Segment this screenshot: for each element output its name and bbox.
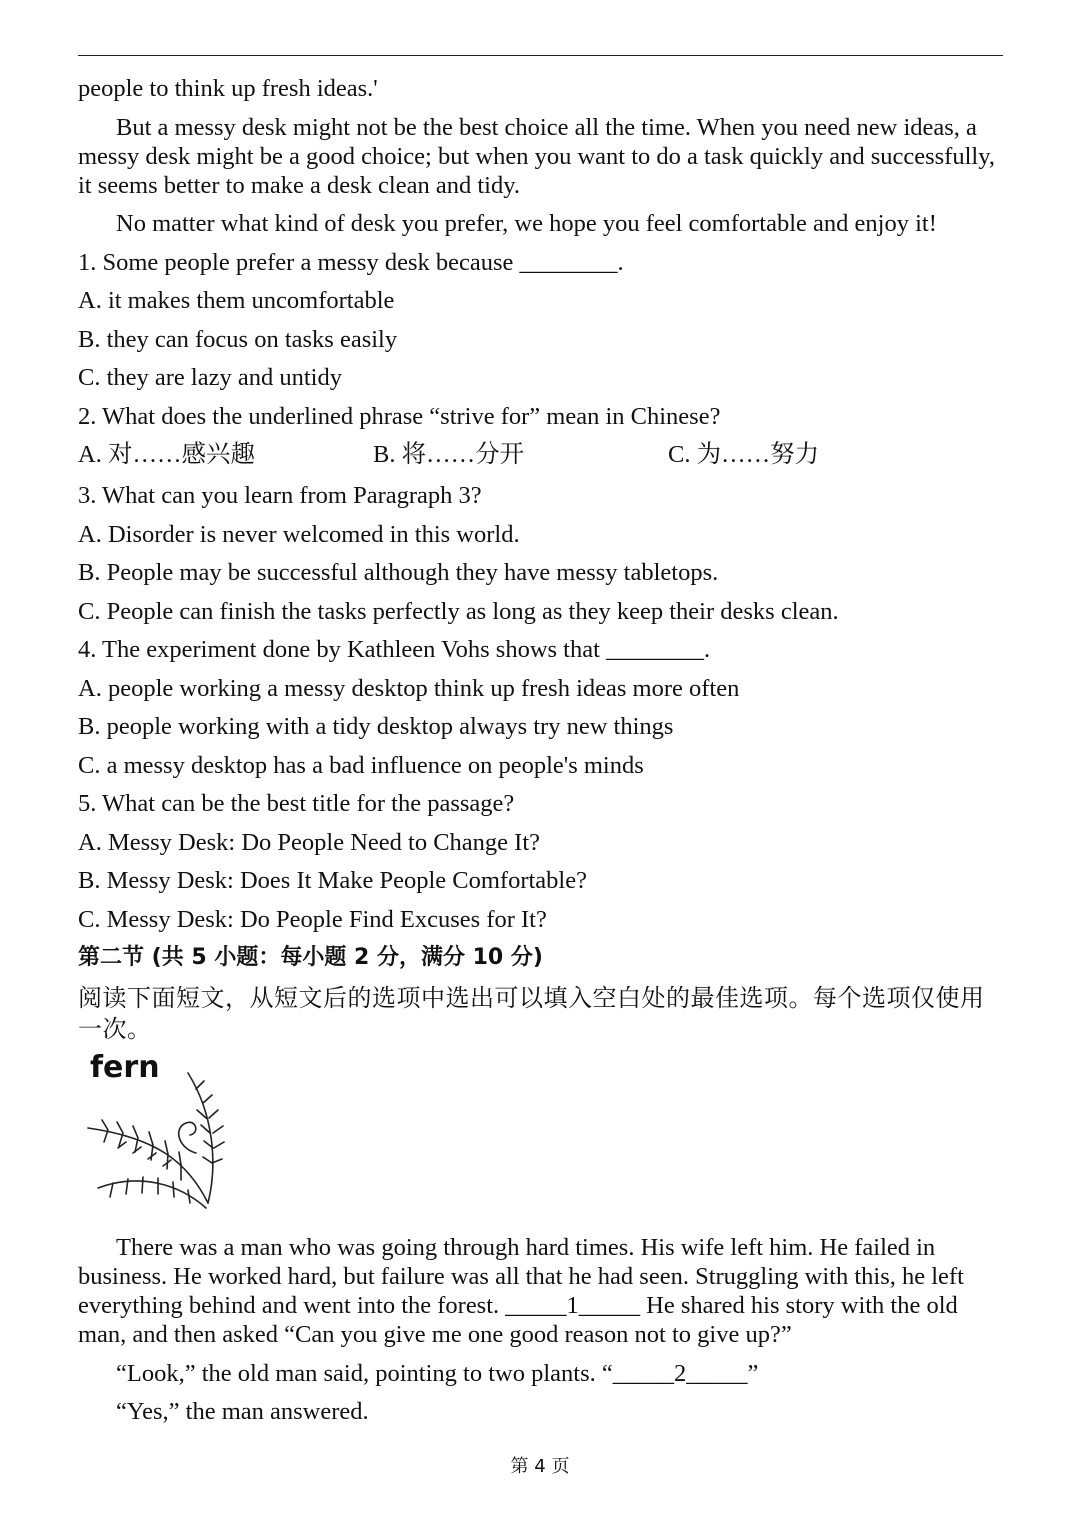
header-rule <box>78 55 1003 56</box>
question-option: A. Messy Desk: Do People Need to Change It? <box>78 828 541 856</box>
passage-line: people to think up fresh ideas.' <box>78 75 378 102</box>
fern-illustration <box>78 1050 228 1213</box>
question-stem: 5. What can be the best title for the passage? <box>78 790 515 817</box>
question-stem: 2. What does the underlined phrase “strive for” mean in Chinese? <box>78 402 721 430</box>
page-content <box>78 74 1003 1436</box>
question-options-row <box>78 440 1003 469</box>
question-option: B. Messy Desk: Does It Make People Comfortable? <box>78 867 587 894</box>
question-option: A. Disorder is never welcomed in this world. <box>78 520 520 548</box>
question-option: C. a messy desktop has a bad influence on people's minds <box>78 751 644 779</box>
question-option: A. it makes them uncomfortable <box>78 287 395 314</box>
figure-label: fern <box>90 1050 160 1085</box>
passage-paragraph: No matter what kind of desk you prefer, we hope you feel comfortable and enjoy it! <box>116 210 937 237</box>
page-number: 第 4 页 <box>510 1456 570 1477</box>
question-option: C. Messy Desk: Do People Find Excuses for It? <box>78 905 547 933</box>
question-stem: 4. The experiment done by Kathleen Vohs shows that ________. <box>78 636 711 663</box>
question-stem: 3. What can you learn from Paragraph 3? <box>78 482 482 509</box>
section-instructions: 阅读下面短文，从短文后的选项中选出可以填入空白处的最佳选项。每个选项仅使用一次。 <box>78 984 985 1043</box>
passage-paragraph: “Yes,” the man answered. <box>116 1398 369 1425</box>
question-option: C. 为……努力 <box>668 441 820 468</box>
passage-paragraph: But a messy desk might not be the best choice all the time. When you need new ideas, a messy desk might be a good choice; but when you want to do a task quickly and successfully, it seems better to make a desk clean and tidy. <box>78 113 995 199</box>
question-option: B. 将……分开 <box>373 441 525 468</box>
passage-paragraph: “Look,” the old man said, pointing to two plants. “_____2_____” <box>116 1359 759 1387</box>
question-stem: 1. Some people prefer a messy desk because ________. <box>78 248 624 276</box>
question-option: C. People can finish the tasks perfectly as long as they keep their desks clean. <box>78 597 839 625</box>
question-option: B. People may be successful although they have messy tabletops. <box>78 559 719 586</box>
question-option: A. people working a messy desktop think up fresh ideas more often <box>78 674 740 702</box>
question-option: C. they are lazy and untidy <box>78 364 342 391</box>
question-option: B. they can focus on tasks easily <box>78 325 398 353</box>
question-option: A. 对……感兴趣 <box>78 441 255 468</box>
section-heading: 第二节 (共 5 小题：每小题 2 分，满分 10 分) <box>78 945 543 970</box>
passage-paragraph: There was a man who was going through hard times. His wife left him. He failed in business. He worked hard, but failure was all that he had seen. Struggling with this, he left everything behind and went into the forest. _____1_____ He shared his story with the old man, and then asked “Can you give me one good reason not to give up?” <box>78 1234 964 1348</box>
question-option: B. people working with a tidy desktop always try new things <box>78 713 674 740</box>
